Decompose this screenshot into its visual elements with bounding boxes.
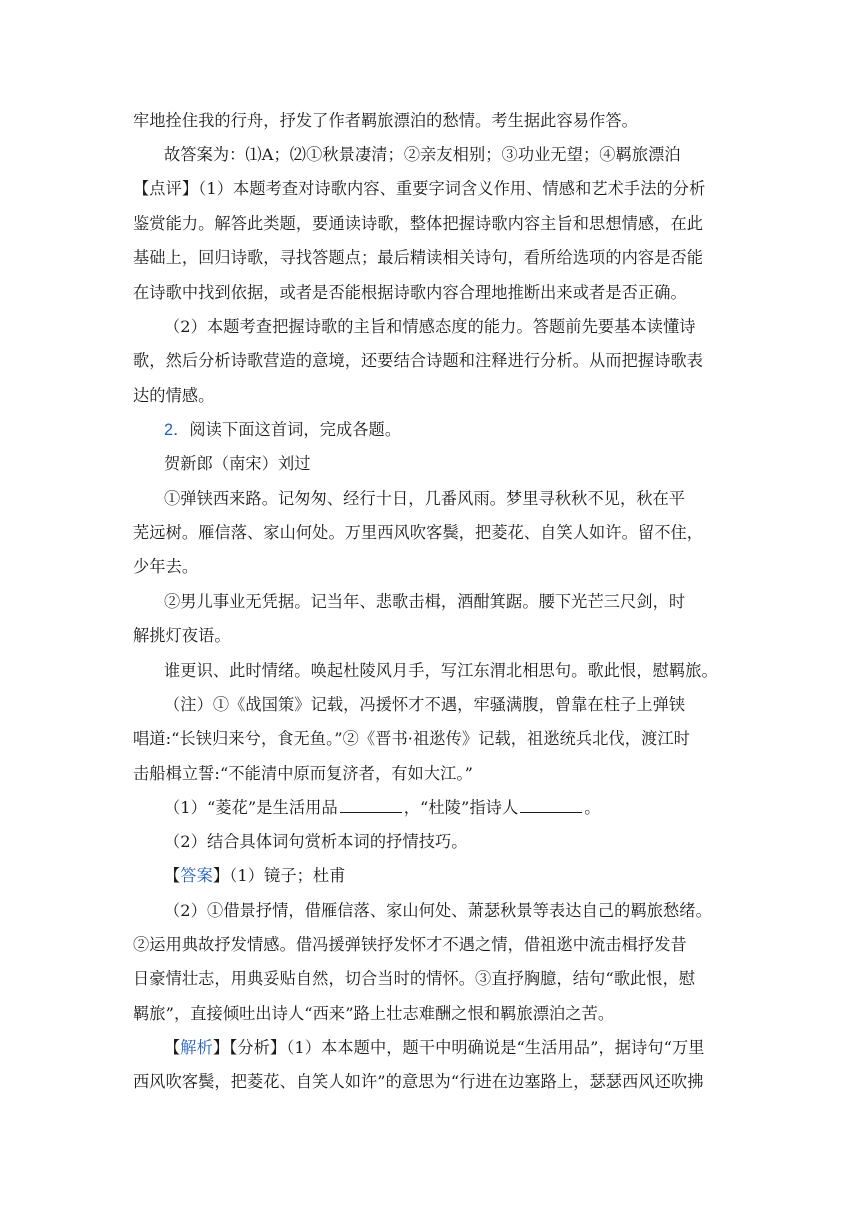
analysis-bracket-open: 【 <box>164 1038 181 1057</box>
answer-bracket-close: 】 <box>212 866 230 885</box>
analysis-tag: 解析 <box>180 1038 213 1057</box>
paragraph-line: 鉴赏能力。解答此类题，要通读诗歌，整体把握诗歌内容主旨和思想情感，在此 <box>133 214 704 233</box>
paragraph-line: 在诗歌中找到依据，或者是否能根据诗歌内容合理地推断出来或者是否正确。 <box>133 283 687 302</box>
paragraph-line: 基础上，回归诗歌，寻找答题点；最后精读相关诗句，看所给选项的内容是否能 <box>133 248 704 267</box>
answer-line: ②运用典故抒发情感。借冯援弹铗抒发怀才不遇之情，借祖逖中流击楫抒发昔 <box>133 935 687 954</box>
answer-line: 羁旅”，直接倾吐出诗人“西来”路上壮志难酬之恨和羁旅漂泊之苦。 <box>133 1004 615 1023</box>
poem-line: ①弹铗西来路。记匆匆、经行十日，几番风雨。梦里寻秋秋不见，秋在平 <box>164 489 686 508</box>
answer-line <box>164 866 764 886</box>
question-number: 2． <box>164 421 190 439</box>
sub-question-1 <box>164 798 764 818</box>
poem-line: 解挑灯夜语。 <box>133 626 231 645</box>
answer-blank-2 <box>520 798 582 813</box>
note-line: 击船楫立誓:“不能清中原而复济者，有如大江。” <box>133 764 473 783</box>
answer-bracket-open: 【 <box>164 866 181 885</box>
sub-question-1-part-c: 。 <box>584 798 601 817</box>
comment-text: （1）本题考查对诗歌内容、重要字词含义作用、情感和艺术手法的分析 <box>198 179 706 198</box>
sub-question-1-part-b: ，“杜陵”指诗人 <box>403 798 519 817</box>
analysis-line <box>164 1038 764 1058</box>
poem-line: 谁更识、此时情绪。唤起杜陵风月手，写江东渭北相思句。歌此恨，慰羁旅。 <box>164 661 718 680</box>
poem-title: 贺新郎（南宋）刘过 <box>164 454 311 473</box>
poem-line: 芜远树。雁信落、家山何处。万里西风吹客鬓，把菱花、自笑人如许。留不住， <box>133 523 704 542</box>
analysis-line: 西风吹客鬓，把菱花、自笑人如许”的意思为“行进在边塞路上，瑟瑟西风还吹拂 <box>133 1072 704 1091</box>
poem-line: 少年去。 <box>133 557 199 576</box>
poem-line: ②男儿事业无凭据。记当年、悲歌击楫，酒酣箕踞。腰下光芒三尺剑，时 <box>164 592 686 611</box>
paragraph-line: 牢地拴住我的行舟，抒发了作者羁旅漂泊的愁情。考生据此容易作答。 <box>133 111 638 130</box>
comment-line <box>133 179 733 199</box>
comment-mark: 【点评】 <box>133 179 199 198</box>
answer-summary-line: 故答案为：⑴A；⑵①秋景凄清；②亲友相别；③功业无望；④羁旅漂泊 <box>164 145 681 164</box>
paragraph-line: 达的情感。 <box>133 386 215 405</box>
analysis-bracket-close: 】 <box>212 1038 230 1057</box>
note-line: （注）①《战国策》记载，冯援怀才不遇，牢骚满腹，曾靠在柱子上弹铗 <box>164 695 686 714</box>
answer-line: 日豪情壮志，用典妥贴自然，切合当时的情怀。③直抒胸臆，结句“歌此恨，慰 <box>133 969 696 988</box>
sub-question-1-part-a: （1）“菱花”是生活用品 <box>164 798 338 817</box>
answer-tag: 答案 <box>180 866 213 885</box>
analysis-text: 【分析】（1）本本题中，题干中明确说是“生活用品”，据诗句“万里 <box>229 1038 705 1057</box>
note-line: 唱道:“长铗归来兮，食无鱼。”②《晋书·祖逖传》记载，祖逖统兵北伐，渡江时 <box>133 729 690 748</box>
sub-question-2: （2）结合具体词句赏析本词的抒情技巧。 <box>164 832 468 851</box>
paragraph-line: （2）本题考查把握诗歌的主旨和情感态度的能力。答题前先要基本读懂诗 <box>164 317 696 336</box>
answer-line: （2）①借景抒情，借雁信落、家山何处、萧瑟秋景等表达自己的羁旅愁绪。 <box>164 901 712 920</box>
answer-blank-1 <box>340 798 402 813</box>
answer-text: （1）镜子；杜甫 <box>229 866 346 885</box>
paragraph-line: 歌，然后分析诗歌营造的意境，还要结合诗题和注释进行分析。从而把握诗歌表 <box>133 351 704 370</box>
question-heading <box>164 420 764 440</box>
question-prompt: 阅读下面这首词，完成各题。 <box>189 420 402 439</box>
